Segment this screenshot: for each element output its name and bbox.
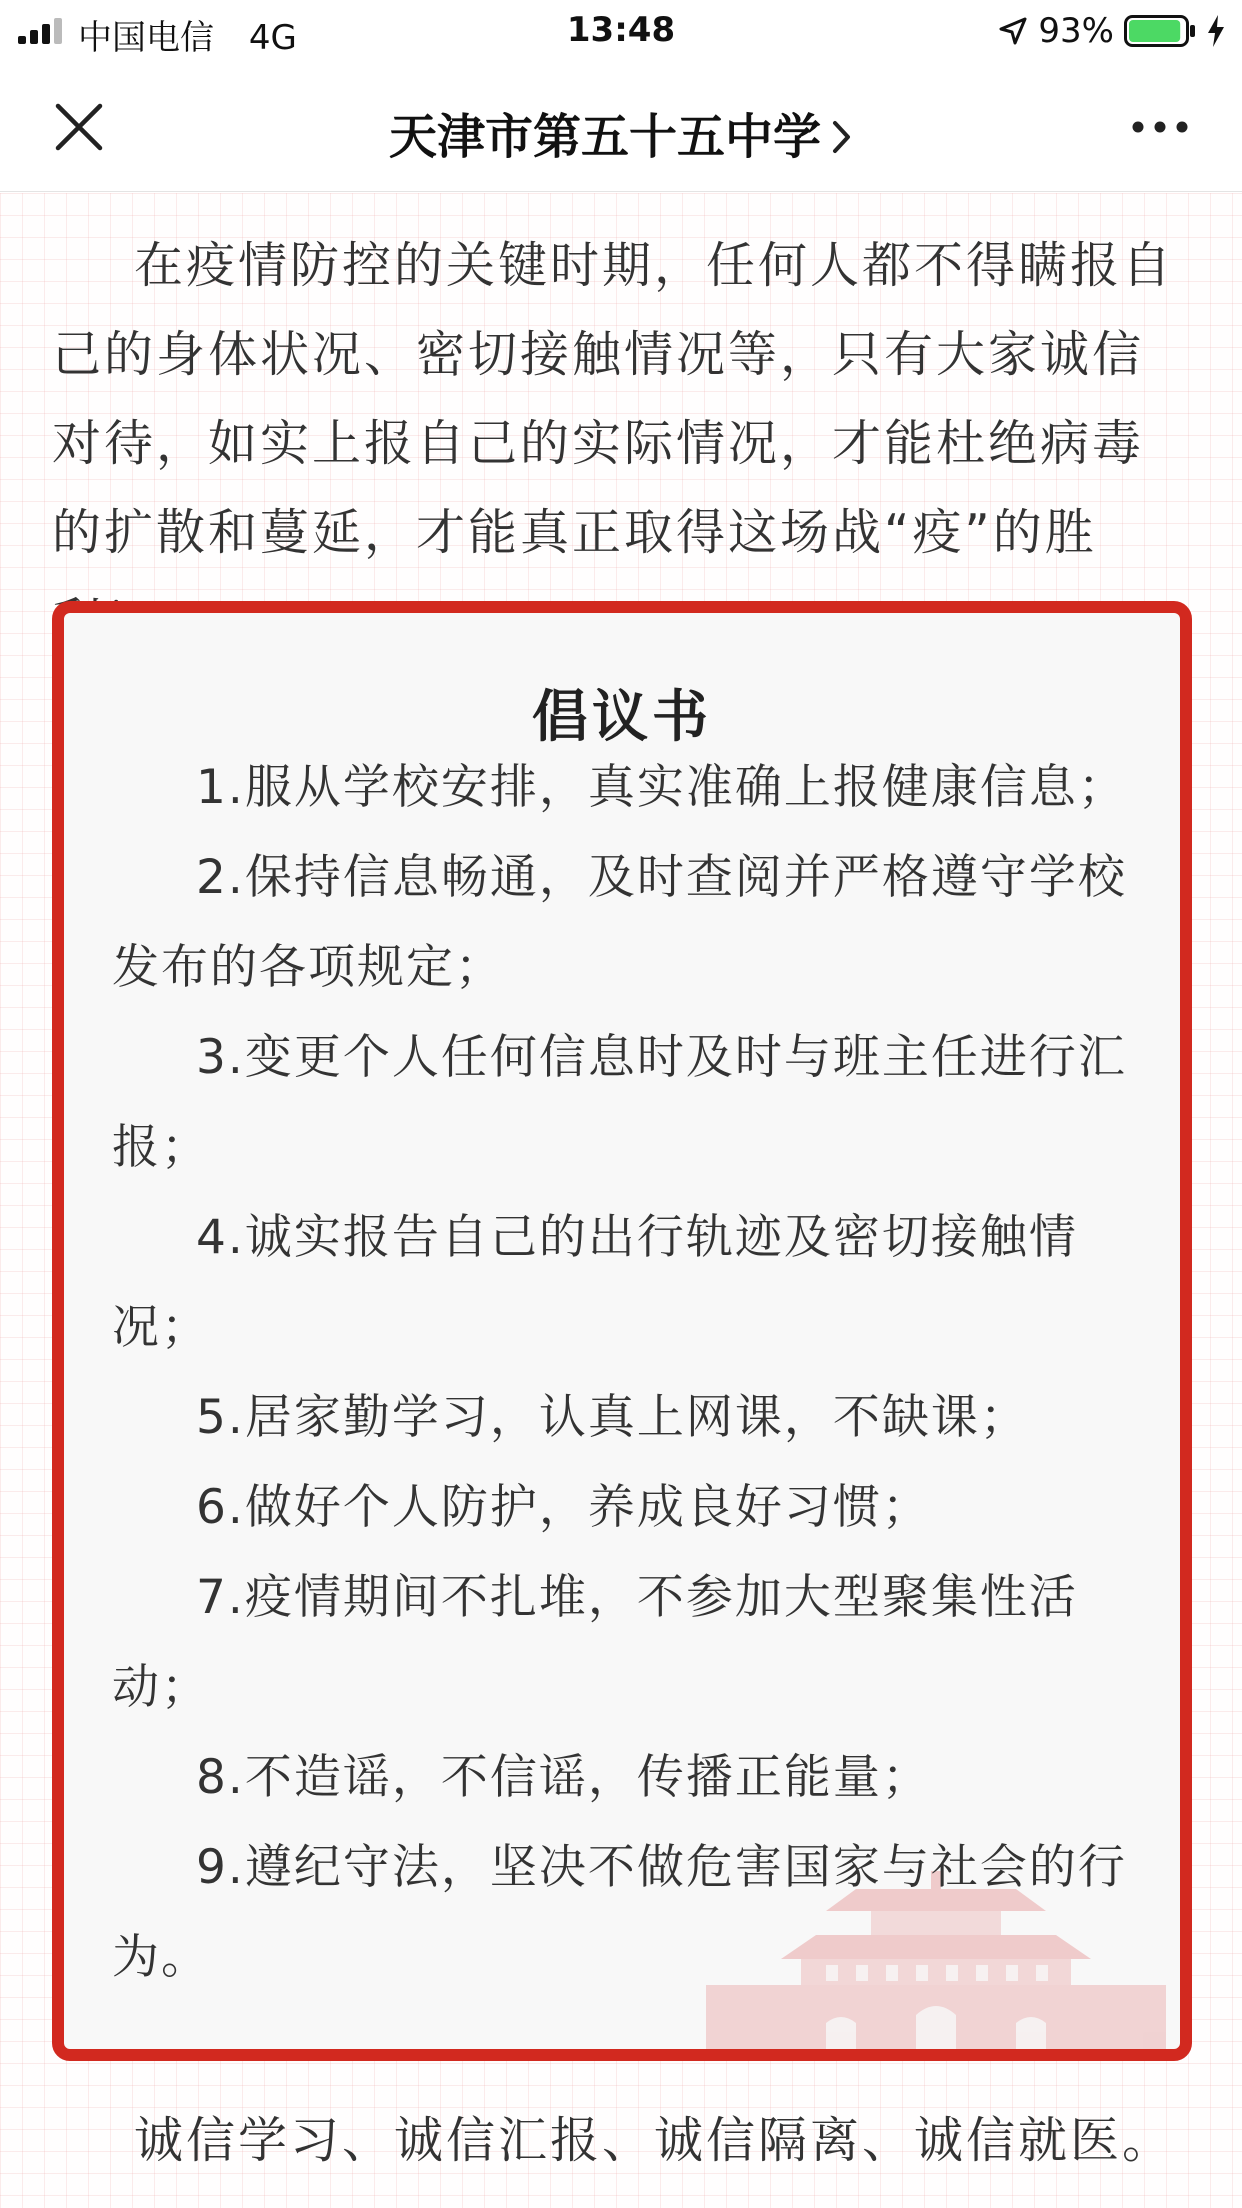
initiative-card <box>52 601 1192 2061</box>
card-title: 倡议书 <box>532 685 712 750</box>
network-type: 4G <box>248 18 297 58</box>
carrier-name: 中国电信 <box>78 18 214 58</box>
more-icon[interactable] <box>1130 114 1190 140</box>
battery-icon <box>1124 15 1196 47</box>
status-bar <box>0 0 1242 62</box>
closing-paragraph: 诚信学习、诚信汇报、诚信隔离、诚信就医。 <box>134 2112 1175 2169</box>
account-title-link[interactable] <box>0 98 1242 167</box>
battery-percent: 93% <box>1038 11 1114 51</box>
initiative-item: 9.遵纪守法，坚决不做危害国家与社会的行为。 <box>112 1840 1127 1985</box>
initiative-item: 7.疫情期间不扎堆，不参加大型聚集性活动； <box>112 1570 1078 1715</box>
page-title: 天津市第五十五中学 <box>388 109 821 165</box>
status-time: 13:48 <box>566 10 676 50</box>
initiative-item: 6.做好个人防护，养成良好习惯； <box>196 1480 931 1535</box>
charging-bolt-icon <box>1206 15 1226 47</box>
initiative-item: 8.不造谣，不信谣，传播正能量； <box>196 1750 931 1805</box>
location-arrow-icon <box>998 16 1028 46</box>
initiative-list <box>112 743 1142 2003</box>
nav-bar <box>0 62 1242 192</box>
initiative-item: 2.保持信息畅通，及时查阅并严格遵守学校发布的各项规定； <box>112 850 1127 995</box>
initiative-item: 1.服从学校安排，真实准确上报健康信息； <box>196 760 1127 815</box>
initiative-item: 3.变更个人任何信息时及时与班主任进行汇报； <box>112 1030 1127 1175</box>
intro-paragraph: 在疫情防控的关键时期，任何人都不得瞒报自己的身体状况、密切接触情况等，只有大家诚信对待，如实上报自己的实际情况，才能杜绝病毒的扩散和蔓延，才能真正取得这场战“疫”的胜 <box>52 237 1175 561</box>
initiative-item: 4.诚实报告自己的出行轨迹及密切接触情况； <box>112 1210 1078 1355</box>
status-right-group <box>998 10 1226 52</box>
initiative-item: 5.居家勤学习，认真上网课，不缺课； <box>196 1390 1029 1445</box>
article-content[interactable] <box>0 193 1242 2208</box>
chevron-right-icon <box>831 119 853 155</box>
